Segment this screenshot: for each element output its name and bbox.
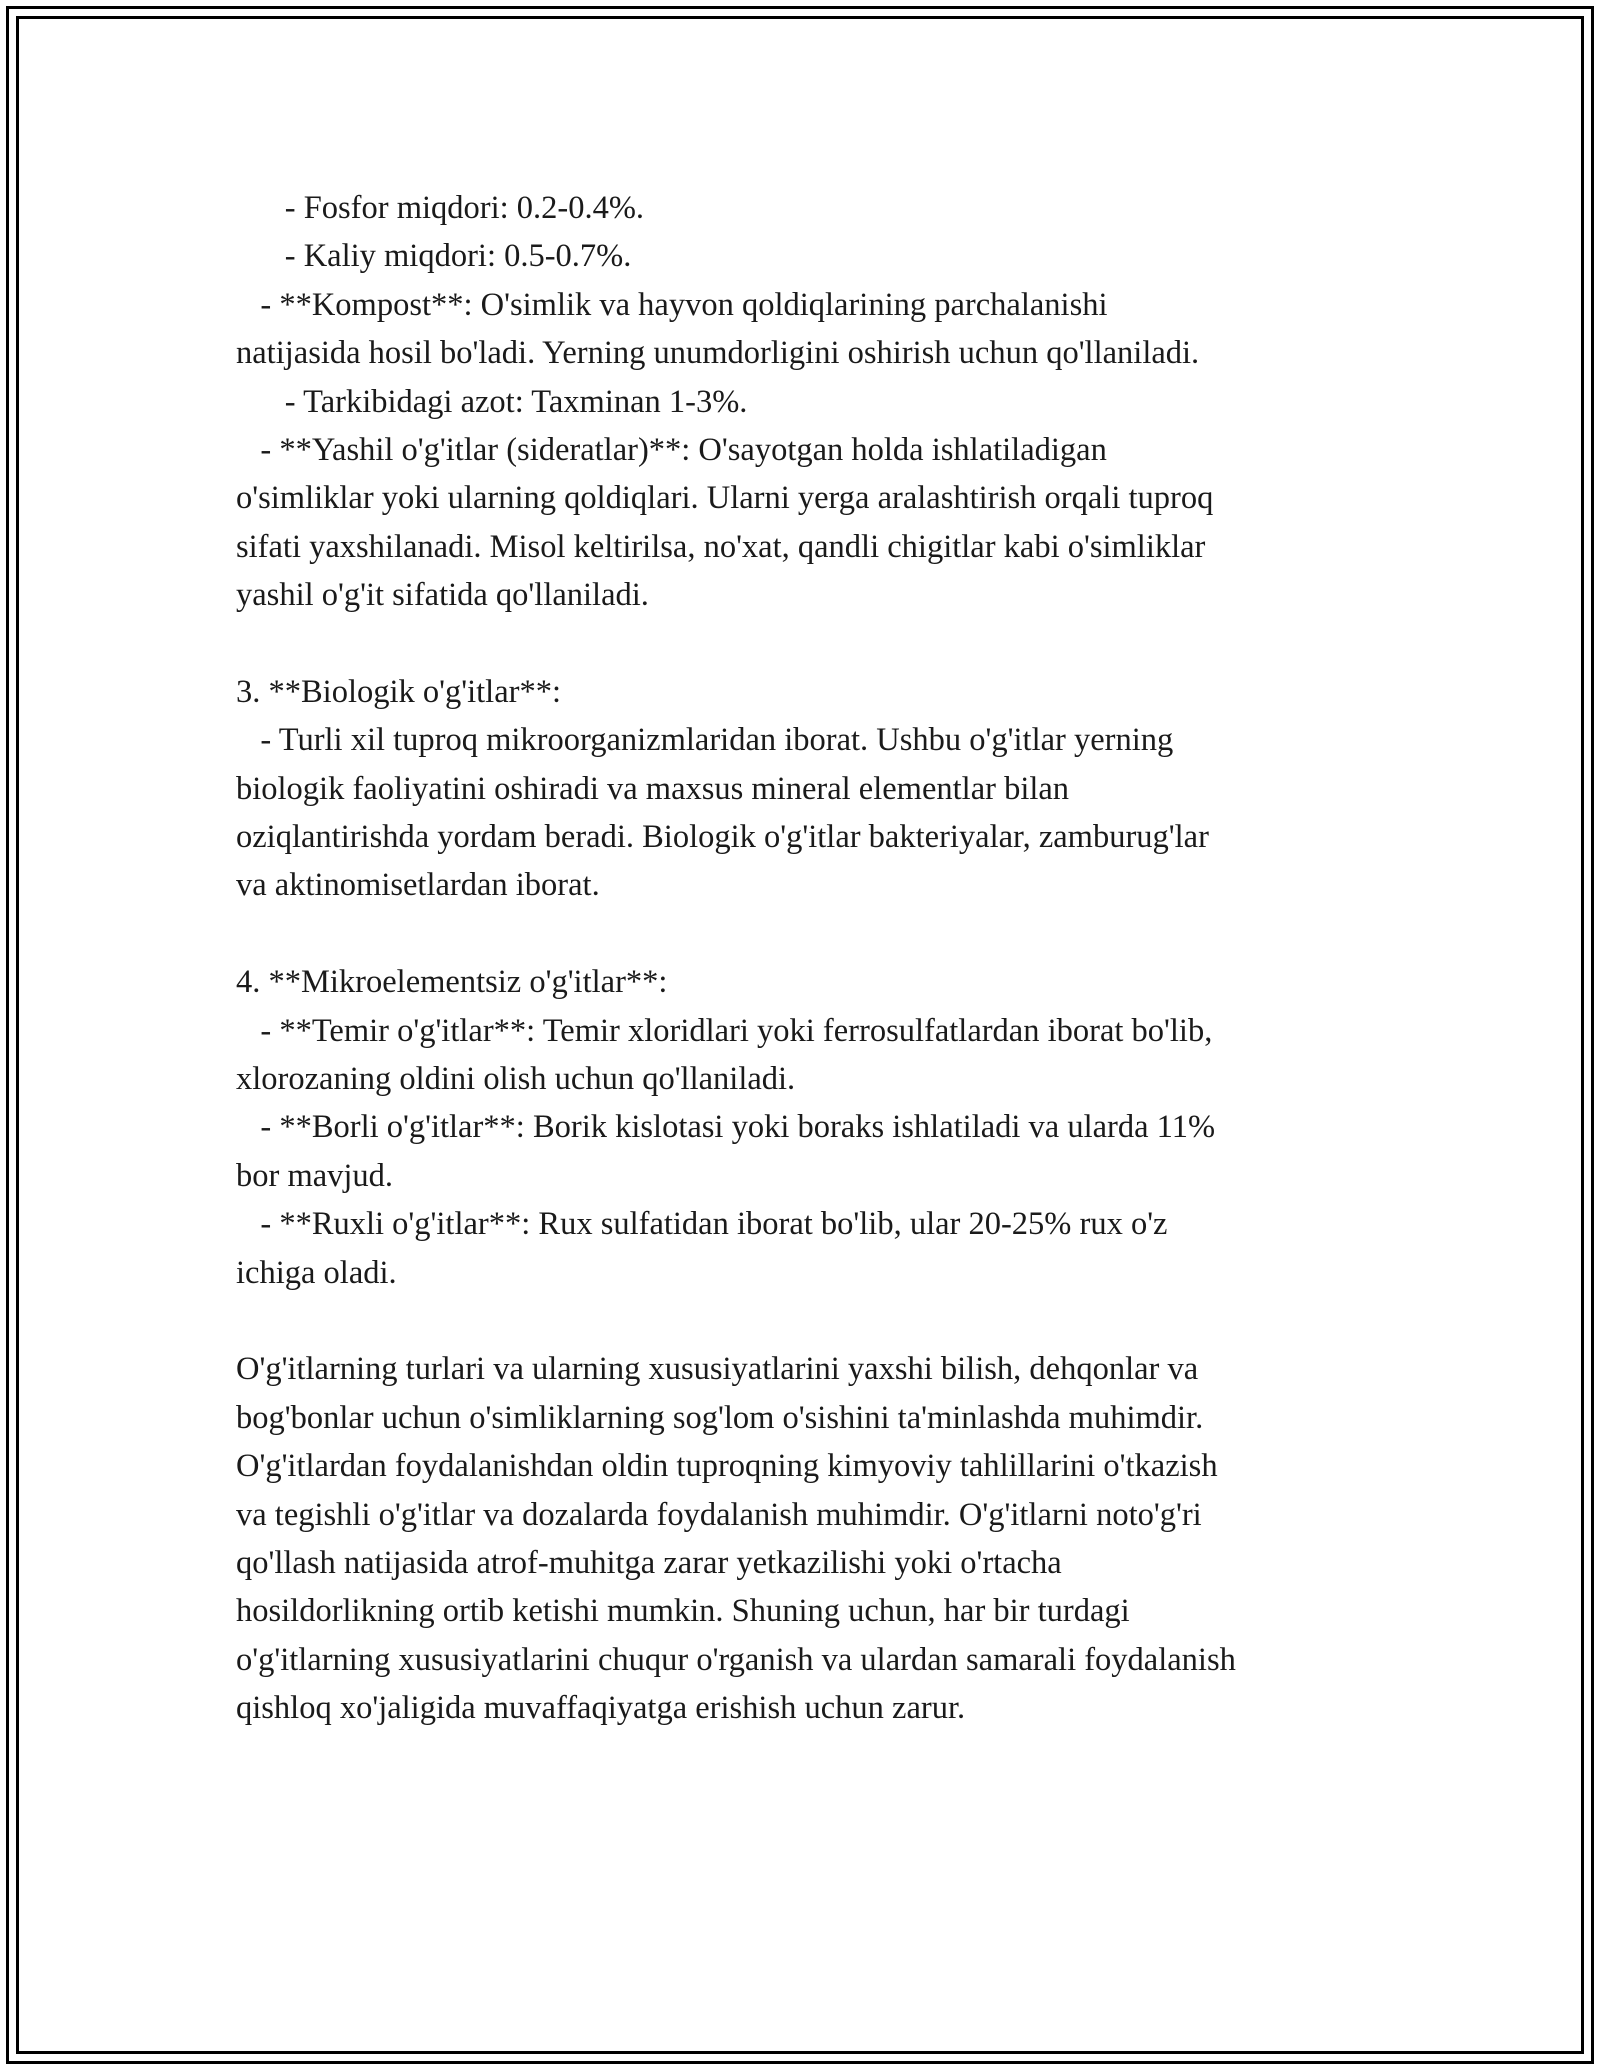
text-line: - **Yashil o'g'itlar (sideratlar)**: O'sayotgan holda ishlatiladigan [236,431,1107,468]
text-line: natijasida hosil bo'ladi. Yerning unumdorligini oshirish uchun qo'llaniladi. [236,335,1200,372]
text-line: xlorozaning oldini olish uchun qo'llaniladi. [236,1061,796,1098]
text-line: - Turli xil tuproq mikroorganizmlaridan iborat. Ushbu o'g'itlar yerning [236,722,1174,759]
text-line: bor mavjud. [236,1157,394,1194]
blank-line [236,910,1396,958]
text-line: oziqlantirishda yordam beradi. Biologik o'g'itlar bakteriyalar, zamburug'lar [236,819,1209,856]
document-body [236,184,1396,1733]
text-line: - Tarkibidagi azot: Taxminan 1-3%. [236,383,748,420]
text-line: - Kaliy miqdori: 0.5-0.7%. [236,238,632,275]
text-line: - **Ruxli o'g'itlar**: Rux sulfatidan iborat bo'lib, ular 20-25% rux o'z [236,1206,1168,1243]
blank-line [236,1297,1396,1345]
text-line: biologik faoliyatini oshiradi va maxsus mineral elementlar bilan [236,770,1070,807]
text-line: ichiga oladi. [236,1254,397,1291]
text-line: - Fosfor miqdori: 0.2-0.4%. [236,190,645,226]
text-line: sifati yaxshilanadi. Misol keltirilsa, no'xat, qandli chigitlar kabi o'simliklar [236,528,1206,565]
text-line: - **Borli o'g'itlar**: Borik kislotasi yoki boraks ishlatiladi va ularda 11% [236,1109,1216,1146]
text-line: bog'bonlar uchun o'simliklarning sog'lom o'sishini ta'minlashda muhimdir. [236,1399,1204,1436]
section-heading: 3. **Biologik o'g'itlar**: [236,673,561,710]
text-line: va aktinomisetlardan iborat. [236,867,600,904]
section-heading: 4. **Mikroelementsiz o'g'itlar**: [236,964,668,1001]
text-line: hosildorlikning ortib ketishi mumkin. Shuning uchun, har bir turdagi [236,1593,1130,1630]
text-line: qishloq xo'jaligida muvaffaqiyatga erishish uchun zarur. [236,1690,966,1727]
text-line: - **Temir o'g'itlar**: Temir xloridlari yoki ferrosulfatlardan iborat bo'lib, [236,1012,1213,1049]
text-line: va tegishli o'g'itlar va dozalarda foydalanish muhimdir. O'g'itlarni noto'g'ri [236,1496,1202,1533]
text-line: O'g'itlarning turlari va ularning xususiyatlarini yaxshi bilish, dehqonlar va [236,1351,1199,1388]
blank-line [236,620,1396,668]
text-line: qo'llash natijasida atrof-muhitga zarar yetkazilishi yoki o'rtacha [236,1544,1062,1581]
text-line: o'g'itlarning xususiyatlarini chuqur o'rganish va ulardan samarali foydalanish [236,1641,1236,1678]
text-line: - **Kompost**: O'simlik va hayvon qoldiqlarining parchalanishi [236,286,1108,323]
text-line: O'g'itlardan foydalanishdan oldin tuproqning kimyoviy tahlillarini o'tkazish [236,1448,1218,1485]
text-line: yashil o'g'it sifatida qo'llaniladi. [236,577,649,614]
text-line: o'simliklar yoki ularning qoldiqlari. Ularni yerga aralashtirish orqali tuproq [236,480,1214,517]
